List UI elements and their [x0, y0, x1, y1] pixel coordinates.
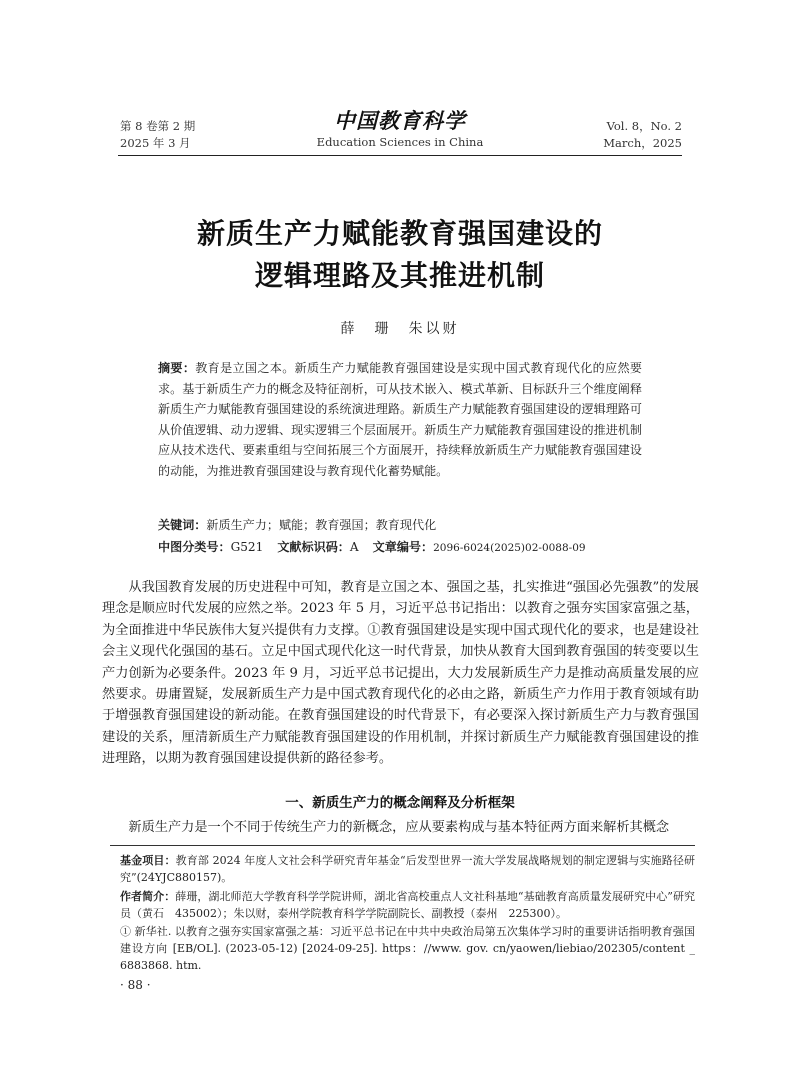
journal-masthead	[250, 108, 550, 150]
article-authors: 薛 珊 朱以财	[340, 321, 460, 337]
header-volume-issue: 第 8 卷第 2 期	[120, 119, 196, 133]
clc-label: 中图分类号：	[158, 540, 231, 554]
intro-section	[102, 577, 699, 770]
header-volume-en	[603, 118, 682, 152]
abstract	[158, 358, 642, 481]
keywords-label: 关键词：	[158, 518, 207, 532]
header-date-cn: 2025 年 3 月	[120, 136, 191, 150]
abstract-label: 摘要：	[158, 361, 196, 375]
header-date-en: March，2025	[603, 136, 682, 150]
keywords-text: 新质生产力；赋能；教育强国；教育现代化	[206, 518, 437, 532]
author-bio-text: 薛珊，湖北师范大学教育科学学院讲师，湖北省高校重点人文社科基地“基础教育高质量发展研究中心”研究员（黄石 435002）；朱以财，泰州学院教育科学学院副院长、副教授（泰州 225300）。	[120, 890, 695, 920]
doc-code-label: 文献标识码：	[277, 540, 350, 554]
article-number-label: 文章编号：	[372, 540, 434, 554]
header-volume-cn	[120, 118, 195, 152]
journal-name-en: Education Sciences in China	[316, 135, 484, 149]
title-line-2: 逻辑理路及其推进机制	[254, 259, 545, 292]
fund-text: 教育部 2024 年度人文社会科学研究青年基金“后发型世界一流大学发展战略规划的制定逻辑与实施路径研究”(24YJC880157)。	[120, 854, 695, 884]
body-paragraph-1: 从我国教育发展的历史进程中可知，教育是立国之本、强国之基，扎实推进“强国必先强教”的发展理念是顺应时代发展的应然之举。2023 年 5 月，习近平总书记指出：以教育之强夯实国家富强之基，为全面推进中华民族伟大复兴提供有力支撑。①教育强国建设是实现中国式现代化的要求，也是建设社会主义现代化强国的基石。立足中国式现代化这一时代背景，加快从教育大国到教育强国的转变要以生产力创新为必要条件。2023 年 9 月，习近平总书记提出，大力发展新质生产力是推动高质量发展的应然要求。毋庸置疑，发展新质生产力是中国式教育现代化的必由之路，新质生产力作用于教育领域有助于增强教育强国建设的新动能。在教育强国建设的时代背景下，有必要深入探讨新质生产力与教育强国建设的关系，厘清新质生产力赋能教育强国建设的作用机制，并探讨新质生产力赋能教育强国建设的推进理路，以期为教育强国建设提供新的路径参考。	[102, 580, 699, 767]
fund-label: 基金项目：	[120, 854, 176, 867]
title-line-1: 新质生产力赋能教育强国建设的	[196, 217, 603, 250]
body-paragraph-2: 新质生产力是一个不同于传统生产力的新概念，应从要素构成与基本特征两方面来解析其概念	[128, 820, 670, 835]
header-rule	[118, 155, 682, 156]
abstract-text: 教育是立国之本。新质生产力赋能教育强国建设是实现中国式教育现代化的应然要求。基于新质生产力的概念及特征剖析，可从技术嵌入、模式革新、目标跃升三个维度阐释新质生产力赋能教育强国建设的系统演进理路。新质生产力赋能教育强国建设的逻辑理路可从价值逻辑、动力逻辑、现实逻辑三个层面展开。新质生产力赋能教育强国建设的推进机制应从技术迭代、要素重组与空间拓展三个方面展开，持续释放新质生产力赋能教育强国建设的动能，为推进教育强国建设与教育现代化蓄势赋能。	[158, 361, 642, 478]
footnote-reference-1: ① 新华社. 以教育之强夯实国家富强之基：习近平总书记在中共中央政治局第五次集体学习时的重要讲话指明教育强国建设方向 [EB/OL]. (2023-05-12) [2024-09-25]. https：//www. gov. cn/yaowen/liebiao/202305/content _ 6883868. htm.	[120, 925, 695, 972]
footnote-rule	[110, 845, 695, 846]
author-bio-label: 作者简介：	[120, 890, 176, 903]
journal-name-cn: 中国教育科学	[334, 108, 466, 133]
doc-code-value: A	[349, 540, 359, 554]
footnote-fund	[120, 852, 695, 886]
article-title	[100, 213, 700, 297]
clc-value: G521	[230, 540, 264, 554]
page-number: · 88 ·	[120, 978, 151, 992]
classification-line	[158, 537, 642, 559]
keywords	[158, 515, 642, 536]
footnote-authors	[120, 888, 695, 922]
article-number-value: 2096-6024(2025)02-0088-09	[433, 542, 586, 554]
section-heading-1: 一、新质生产力的概念阐释及分析框架	[285, 795, 515, 811]
header-volume-number: Vol. 8，No. 2	[606, 119, 682, 133]
